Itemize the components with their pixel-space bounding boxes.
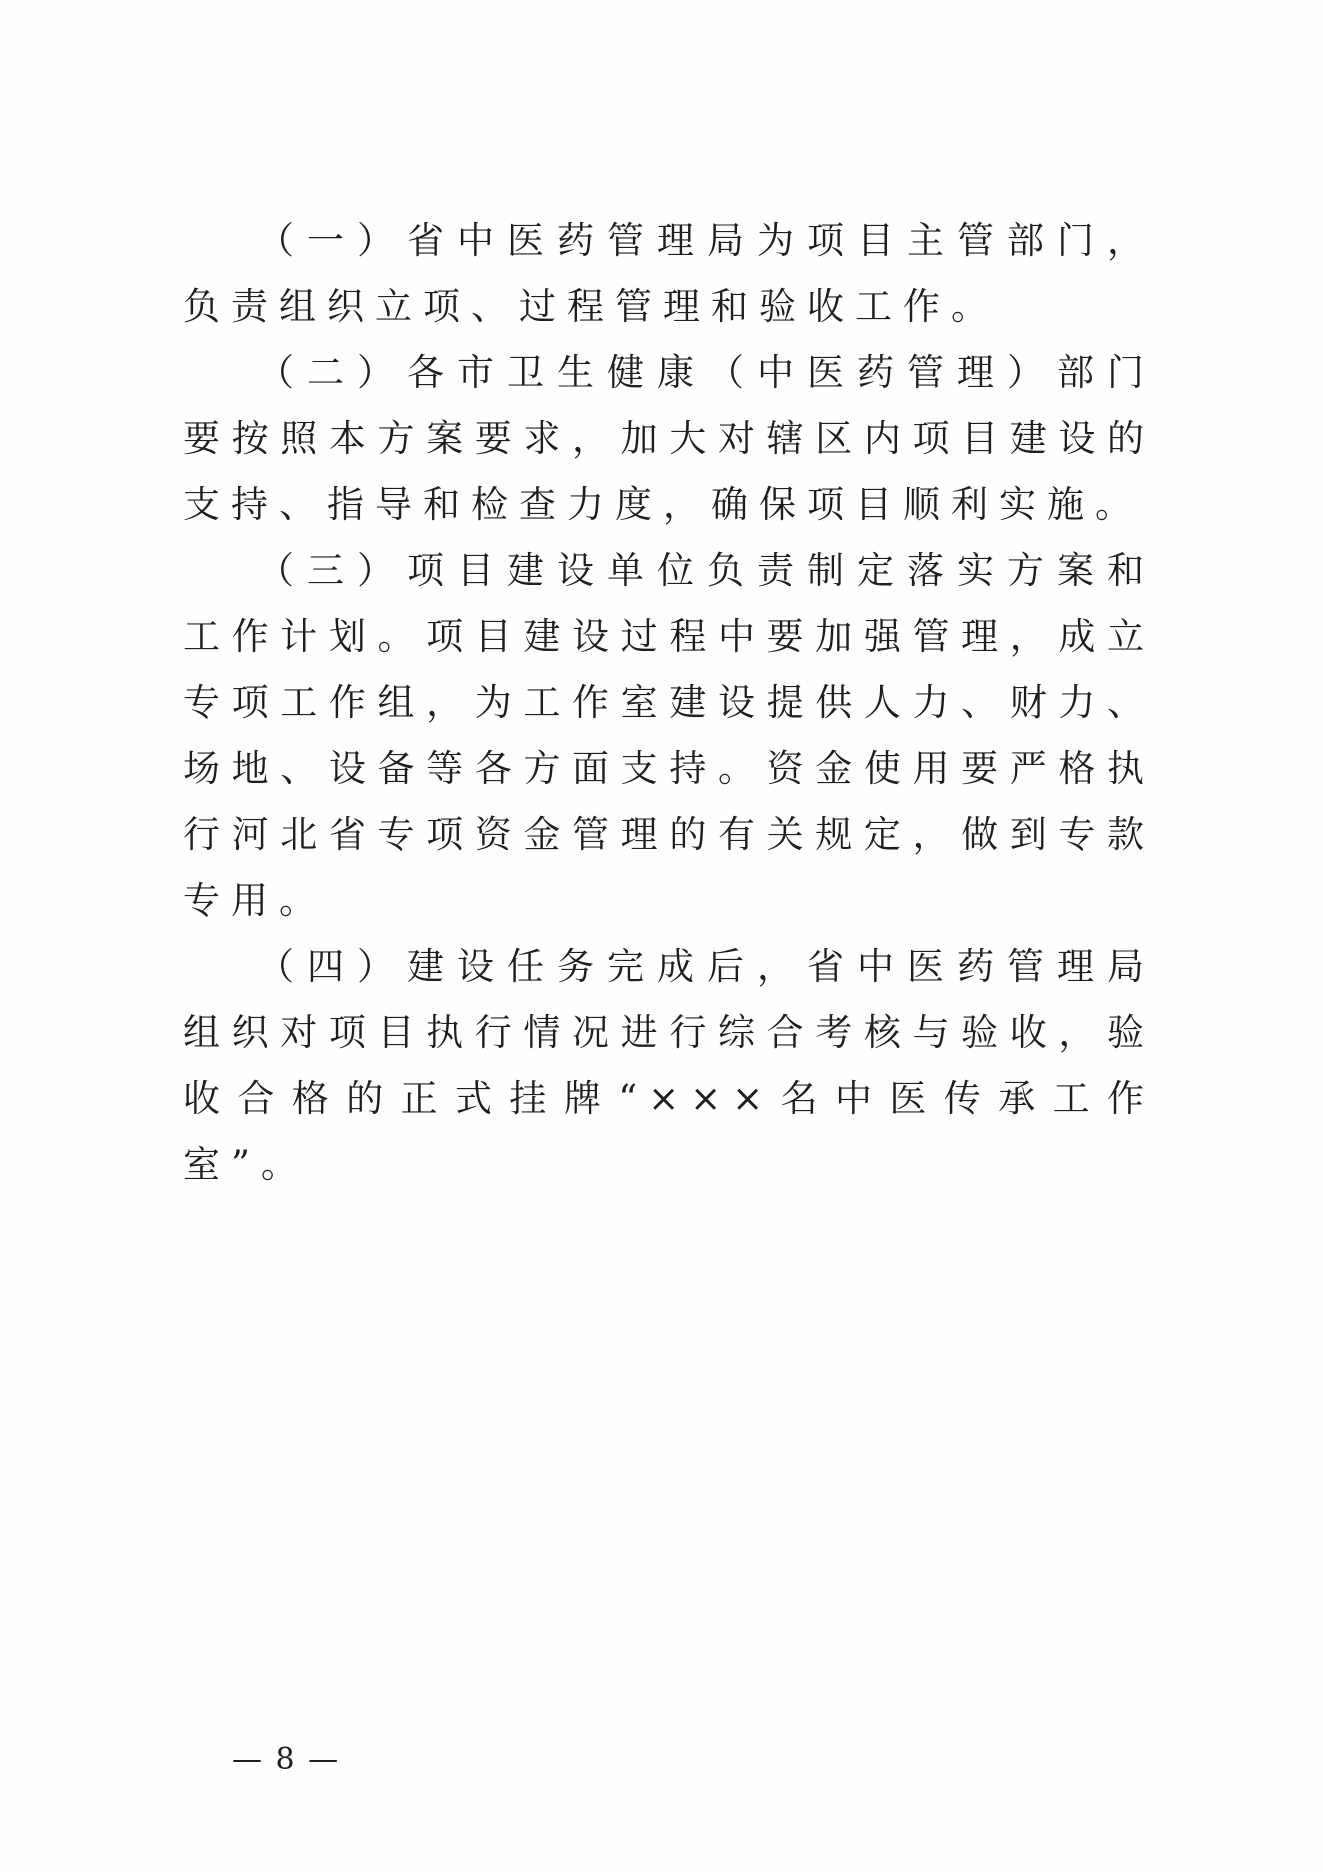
paragraph-4: （四）建设任务完成后，省中医药管理局组织对项目执行情况进行综合考核与验收，验收合格的正式挂牌“×××名中医传承工作室”。 xyxy=(183,945,1155,1186)
page-number: — 8 — xyxy=(232,1742,341,1777)
paragraph-1: （一）省中医药管理局为项目主管部门，负责组织立项、过程管理和验收工作。 xyxy=(183,219,1155,328)
paragraph-2: （二）各市卫生健康（中医药管理）部门要按照本方案要求，加大对辖区内项目建设的支持、指导和检查力度，确保项目顺利实施。 xyxy=(183,351,1155,526)
paragraph-3: （三）项目建设单位负责制定落实方案和工作计划。项目建设过程中要加强管理，成立专项工作组，为工作室建设提供人力、财力、场地、设备等各方面支持。资金使用要严格执行河北省专项资金管理的有关规定，做到专款专用。 xyxy=(183,549,1155,922)
document-body xyxy=(183,208,1155,1198)
